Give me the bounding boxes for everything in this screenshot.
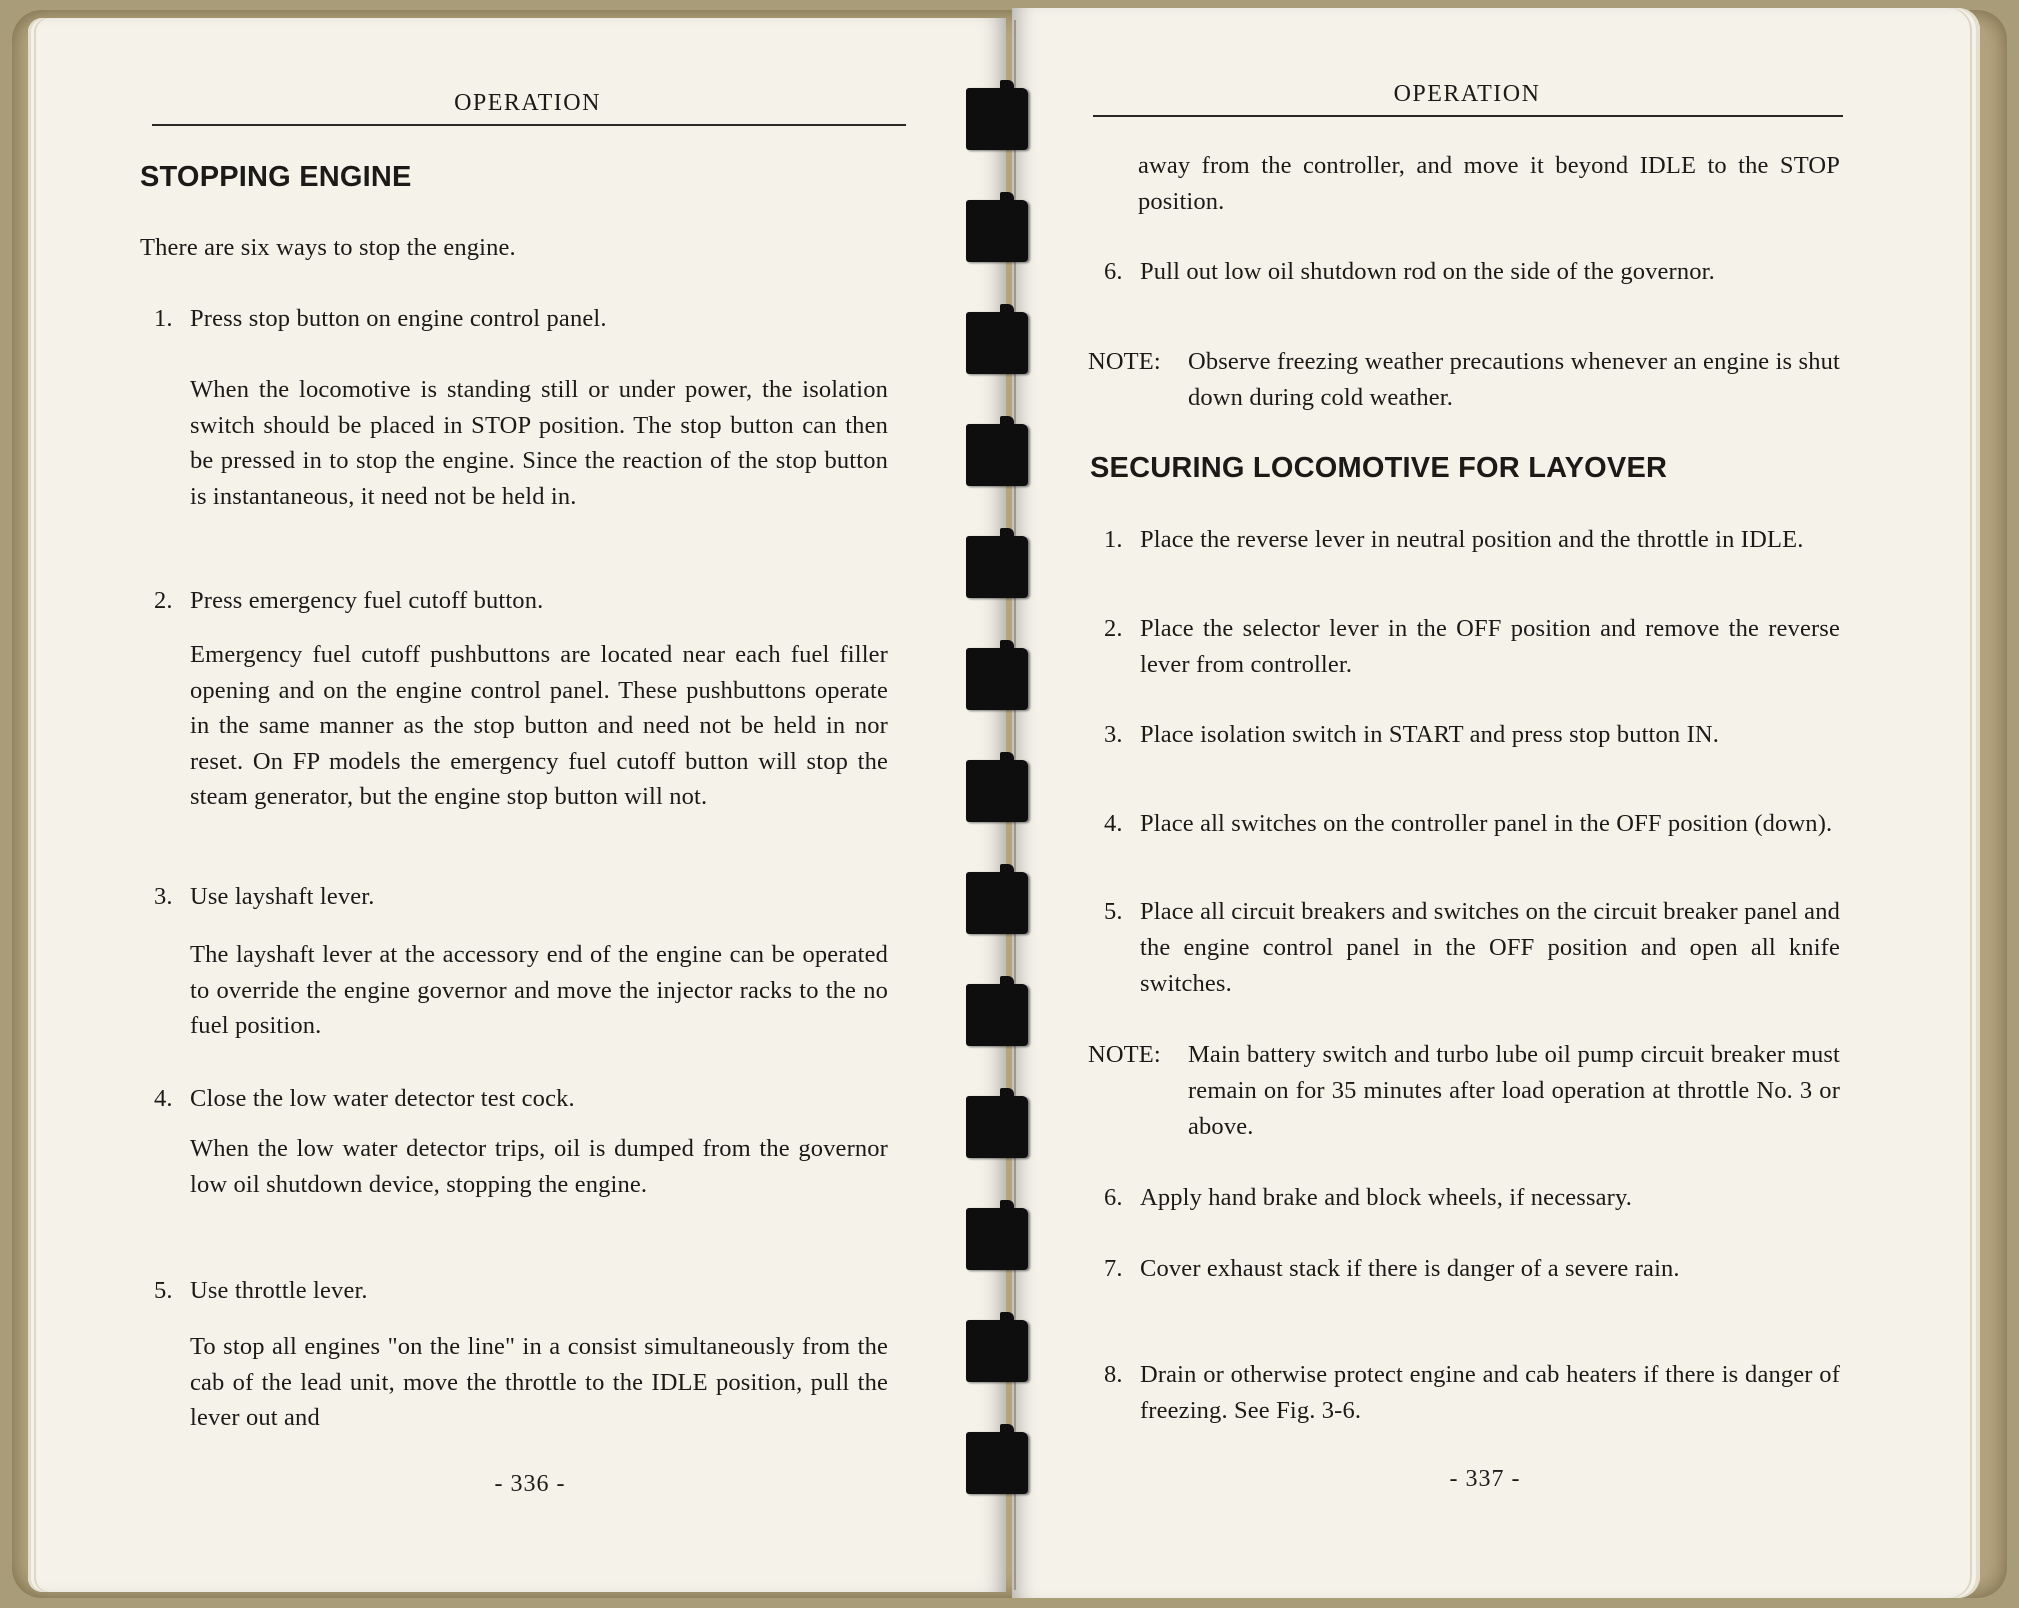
binding-ring bbox=[966, 1208, 1028, 1270]
item-text: Pull out low oil shutdown rod on the side of the governor. bbox=[1140, 258, 1715, 285]
layover-step-1 bbox=[1104, 522, 1840, 558]
binding-ring bbox=[966, 984, 1028, 1046]
note-freezing-weather bbox=[1088, 344, 1840, 416]
stop-method-1-detail: When the locomotive is standing still or under power, the isolation switch should be placed in STOP position. The stop button can then be pressed in to stop the engine. Since the reaction of the stop button is instantaneous, it need not be held in. bbox=[190, 376, 888, 510]
item-text: Drain or otherwise protect engine and cab heaters if there is danger of freezing. See Fig. 3-6. bbox=[1140, 1361, 1840, 1424]
item-text: Place the reverse lever in neutral position and the throttle in IDLE. bbox=[1140, 526, 1804, 553]
item-text: Use throttle lever. bbox=[190, 1277, 368, 1304]
layover-step-6 bbox=[1104, 1180, 1840, 1216]
item-text: Cover exhaust stack if there is danger of a severe rain. bbox=[1140, 1255, 1680, 1282]
left-page-number: - 336 - bbox=[494, 1471, 566, 1497]
item-text: Place all switches on the controller panel in the OFF position (down). bbox=[1140, 810, 1833, 837]
item-number: 3. bbox=[154, 883, 173, 910]
note-text: Main battery switch and turbo lube oil pump circuit breaker must remain on for 35 minutes after load operation at throttle No. 3 or above. bbox=[1188, 1041, 1840, 1140]
binding-ring bbox=[966, 200, 1028, 262]
stop-method-5 bbox=[154, 1273, 894, 1309]
stop-method-1 bbox=[154, 301, 894, 337]
stop-method-3 bbox=[154, 879, 894, 915]
stop-method-6 bbox=[1104, 254, 1840, 290]
binding-ring bbox=[966, 1432, 1028, 1494]
item-number: 3. bbox=[1104, 721, 1123, 748]
continuation-text: away from the controller, and move it beyond IDLE to the STOP position. bbox=[1138, 152, 1840, 215]
stop-method-4-detail: When the low water detector trips, oil is dumped from the governor low oil shutdown device, stopping the engine. bbox=[190, 1135, 888, 1198]
stop-method-4 bbox=[154, 1081, 894, 1117]
binding-ring bbox=[966, 536, 1028, 598]
item-text: Place isolation switch in START and press stop button IN. bbox=[1140, 721, 1720, 748]
binding-ring bbox=[966, 1096, 1028, 1158]
item-number: 1. bbox=[1104, 526, 1123, 553]
item-text: Apply hand brake and block wheels, if necessary. bbox=[1140, 1184, 1633, 1211]
item-number: 5. bbox=[1104, 898, 1123, 925]
layover-step-3 bbox=[1104, 717, 1840, 753]
layover-step-5 bbox=[1104, 894, 1840, 1002]
right-page-number: - 337 - bbox=[1449, 1466, 1521, 1492]
binding-ring bbox=[966, 760, 1028, 822]
stop-method-3-detail: The layshaft lever at the accessory end of the engine can be operated to override the engine governor and move the injector racks to the no fuel position. bbox=[190, 941, 888, 1039]
left-running-head: OPERATION bbox=[454, 90, 601, 116]
note-battery-switch bbox=[1088, 1037, 1840, 1145]
item-text: Close the low water detector test cock. bbox=[190, 1085, 575, 1112]
binding-ring bbox=[966, 312, 1028, 374]
item-number: 1. bbox=[154, 305, 173, 332]
intro-text: There are six ways to stop the engine. bbox=[140, 234, 516, 261]
layover-step-4 bbox=[1104, 806, 1840, 842]
binding-ring bbox=[966, 88, 1028, 150]
binding-ring bbox=[966, 424, 1028, 486]
left-header-rule bbox=[152, 124, 906, 126]
item-text: Place the selector lever in the OFF position and remove the reverse lever from controller. bbox=[1140, 615, 1840, 678]
binding-ring bbox=[966, 872, 1028, 934]
note-label: NOTE: bbox=[1088, 348, 1161, 375]
item-number: 6. bbox=[1104, 1184, 1123, 1211]
stop-method-2-detail: Emergency fuel cutoff pushbuttons are located near each fuel filler opening and on the engine control panel. These pushbuttons operate in the same manner as the stop button and need not be held in nor reset. On FP models the emergency fuel cutoff button will stop the steam generator, but the engine stop button will not. bbox=[190, 641, 888, 810]
item-number: 2. bbox=[1104, 615, 1123, 642]
item-number: 4. bbox=[1104, 810, 1123, 837]
stop-method-5-detail: To stop all engines "on the line" in a consist simultaneously from the cab of the lead unit, move the throttle to the IDLE position, pull the lever out and bbox=[190, 1333, 888, 1431]
item-number: 2. bbox=[154, 587, 173, 614]
item-number: 8. bbox=[1104, 1361, 1123, 1388]
note-text: Observe freezing weather precautions whenever an engine is shut down during cold weather. bbox=[1188, 348, 1840, 411]
binding-ring bbox=[966, 648, 1028, 710]
binding-ring bbox=[966, 1320, 1028, 1382]
note-label: NOTE: bbox=[1088, 1041, 1161, 1068]
item-text: Press stop button on engine control panel. bbox=[190, 305, 607, 332]
section-heading-securing-locomotive: SECURING LOCOMOTIVE FOR LAYOVER bbox=[1090, 452, 1668, 484]
item-number: 4. bbox=[154, 1085, 173, 1112]
layover-step-8 bbox=[1104, 1357, 1840, 1429]
item-text: Place all circuit breakers and switches on the circuit breaker panel and the engine control panel in the OFF position and open all knife switches. bbox=[1140, 898, 1840, 997]
right-header-rule bbox=[1093, 115, 1843, 117]
layover-step-7 bbox=[1104, 1251, 1840, 1287]
stop-method-2 bbox=[154, 583, 894, 619]
right-running-head: OPERATION bbox=[1393, 81, 1541, 107]
item-number: 7. bbox=[1104, 1255, 1123, 1282]
section-heading-stopping-engine: STOPPING ENGINE bbox=[140, 161, 412, 193]
item-text: Press emergency fuel cutoff button. bbox=[190, 587, 544, 614]
layover-step-2 bbox=[1104, 611, 1840, 683]
item-number: 6. bbox=[1104, 258, 1123, 285]
item-number: 5. bbox=[154, 1277, 173, 1304]
item-text: Use layshaft lever. bbox=[190, 883, 375, 910]
